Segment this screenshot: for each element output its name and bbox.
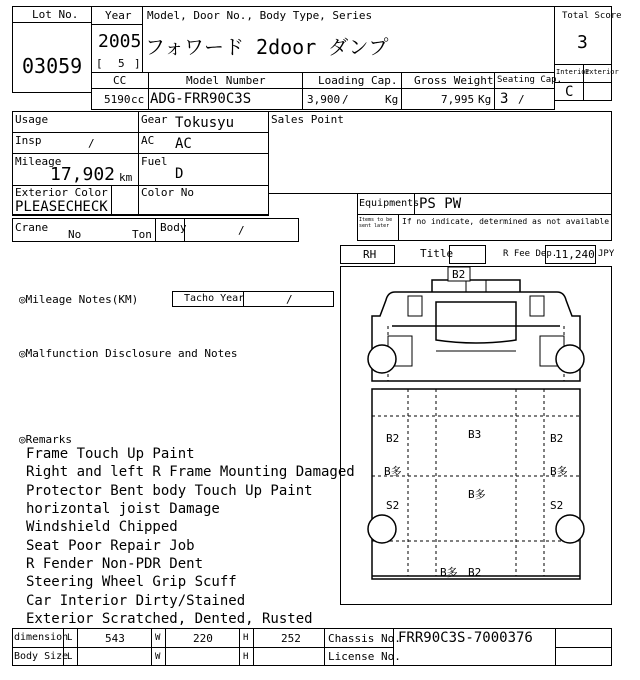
sales-point-label: Sales Point: [271, 113, 344, 126]
title-box: [449, 245, 486, 264]
chassis-value: FRR90C3S-7000376: [398, 630, 533, 646]
equipments-value: PS PW: [419, 196, 462, 212]
loading-cap: 3,900: [307, 93, 341, 106]
usage-label: Usage: [15, 113, 49, 126]
truck-diagram: [340, 266, 612, 605]
damage-label: B2: [452, 268, 466, 281]
damage-label: B多: [550, 465, 568, 478]
year-value: 2005: [98, 31, 142, 52]
year-label: Year: [105, 9, 132, 22]
mileage-value: 17,902: [50, 164, 116, 185]
crane-label: Crane: [15, 221, 49, 234]
gross-weight-label: Gross Weight: [414, 74, 494, 87]
remark-line: Right and left R Frame Mounting Damaged: [26, 464, 355, 480]
gross-weight-unit: Kg: [478, 93, 492, 106]
insp-value: /: [88, 137, 95, 150]
bs-l-label: L: [67, 652, 73, 662]
loading-cap-sep: /: [342, 93, 349, 106]
damage-label: S2: [550, 499, 564, 512]
insp-label: Insp: [15, 134, 42, 147]
license-label: License No.: [328, 650, 401, 663]
mileage-unit: km: [119, 171, 133, 184]
interior-label: Interior: [556, 68, 590, 76]
exterior-label: Exterior: [585, 68, 619, 76]
gross-weight: 7,995: [441, 93, 475, 106]
gear-label: Gear: [141, 113, 168, 126]
damage-label: B2: [468, 566, 482, 579]
dim-h-value: 252: [281, 632, 301, 645]
lot-no-label: Lot No.: [32, 8, 79, 21]
remark-line: Seat Poor Repair Job: [26, 538, 195, 554]
dimension-label: dimension: [14, 632, 69, 643]
license-tail-cell: [555, 647, 612, 666]
year-sub: 5: [118, 57, 125, 70]
exterior-score-box: [583, 82, 612, 101]
remark-line: Frame Touch Up Paint: [26, 446, 195, 462]
body-value: /: [238, 224, 245, 237]
remark-line: horizontal joist Damage: [26, 501, 220, 517]
crane-value: No: [68, 228, 82, 241]
lot-no: 03059: [22, 54, 83, 78]
total-score: 3: [577, 32, 588, 53]
dim-l-value: 543: [105, 632, 125, 645]
fuel-value: D: [175, 166, 184, 182]
cc-unit: cc: [131, 93, 145, 106]
damage-label: B3: [468, 428, 482, 441]
exterior-color-value: PLEASECHECK: [15, 199, 108, 215]
rfee-label: R Fee Dep.: [503, 249, 558, 259]
dim-w-value: 220: [193, 632, 213, 645]
rear-left-wheel: [368, 515, 396, 543]
cc-label: CC: [113, 74, 127, 87]
chassis-label: Chassis No.: [328, 632, 401, 645]
damage-label: B2: [550, 432, 564, 445]
truck-windshield: [436, 302, 516, 343]
dim-h-label: H: [243, 633, 249, 643]
bs-w-value-cell: [165, 647, 240, 666]
remark-line: Car Interior Dirty/Stained: [26, 593, 246, 609]
year-sub-open: [: [96, 57, 103, 70]
chassis-tail-cell: [555, 628, 612, 648]
total-score-label: Total Score: [562, 11, 622, 21]
tacho-year-label: Tacho Year: [184, 293, 245, 304]
seating-cap: 3: [500, 91, 509, 107]
model-number-label: Model Number: [186, 74, 266, 87]
damage-label: B多: [468, 488, 486, 501]
interior-score: C: [565, 84, 574, 100]
rh-label: RH: [363, 248, 377, 261]
dim-w-label: W: [155, 633, 161, 643]
remarks-label: ◎Remarks: [19, 433, 72, 446]
mileage-label: Mileage: [15, 155, 62, 168]
damage-label: S2: [386, 499, 400, 512]
color-no-label: Color No: [141, 186, 194, 199]
color-blank-cell: [111, 185, 139, 216]
bs-w-label: W: [155, 652, 161, 662]
body-size-label: Body Size: [14, 651, 69, 662]
seating-cap-sep: /: [518, 93, 525, 106]
loading-cap-unit: Kg: [385, 93, 399, 106]
year-sub-close: ]: [134, 57, 141, 70]
remark-line: Protector Bent body Touch Up Paint: [26, 483, 313, 499]
bs-h-value-cell: [253, 647, 325, 666]
tacho-year-value: /: [286, 293, 293, 306]
malfunction-label: ◎Malfunction Disclosure and Notes: [19, 347, 238, 360]
front-right-wheel: [556, 345, 584, 373]
truck-bed-outline: [372, 389, 580, 579]
exterior-color-label: Exterior Color: [15, 186, 108, 199]
remark-line: Windshield Chipped: [26, 519, 178, 535]
damage-label: B多: [440, 566, 458, 579]
equipments-label: Equipments: [359, 198, 420, 209]
cc-value: 5190: [104, 93, 131, 106]
front-left-wheel: [368, 345, 396, 373]
items-note: Items to be sent later: [359, 217, 393, 229]
model-number: ADG-FRR90C3S: [150, 91, 252, 107]
dim-l-label: L: [67, 633, 73, 643]
remark-line: Steering Wheel Grip Scuff: [26, 574, 237, 590]
mileage-notes-label: ◎Mileage Notes(KM): [19, 293, 139, 306]
ac-cell: [138, 132, 269, 154]
model-value: フォワード 2door ダンプ: [145, 35, 389, 59]
loading-cap-label: Loading Cap.: [318, 74, 398, 87]
seating-cap-label: Seating Cap.: [497, 75, 563, 85]
crane-unit: Ton: [132, 228, 152, 241]
damage-label: B2: [386, 432, 400, 445]
title-label: Title: [420, 247, 454, 260]
fuel-label: Fuel: [141, 155, 168, 168]
remark-line: Exterior Scratched, Dented, Rusted: [26, 611, 313, 627]
rfee-unit: JPY: [598, 249, 615, 259]
bs-h-label: H: [243, 652, 249, 662]
remark-line: R Fender Non-PDR Dent: [26, 556, 204, 572]
ac-value: AC: [175, 136, 192, 152]
gear-value: Tokusyu: [175, 115, 235, 131]
ac-label: AC: [141, 134, 155, 147]
rfee-value: 11,240: [555, 248, 595, 261]
indicate-note: If no indicate, determined as not available: [402, 217, 610, 226]
model-label: Model, Door No., Body Type, Series: [147, 9, 373, 22]
rear-right-wheel: [556, 515, 584, 543]
truck-cab-roof: [432, 280, 520, 292]
bs-l-value-cell: [77, 647, 152, 666]
damage-label: B多: [384, 465, 402, 478]
body-label: Body: [160, 221, 187, 234]
